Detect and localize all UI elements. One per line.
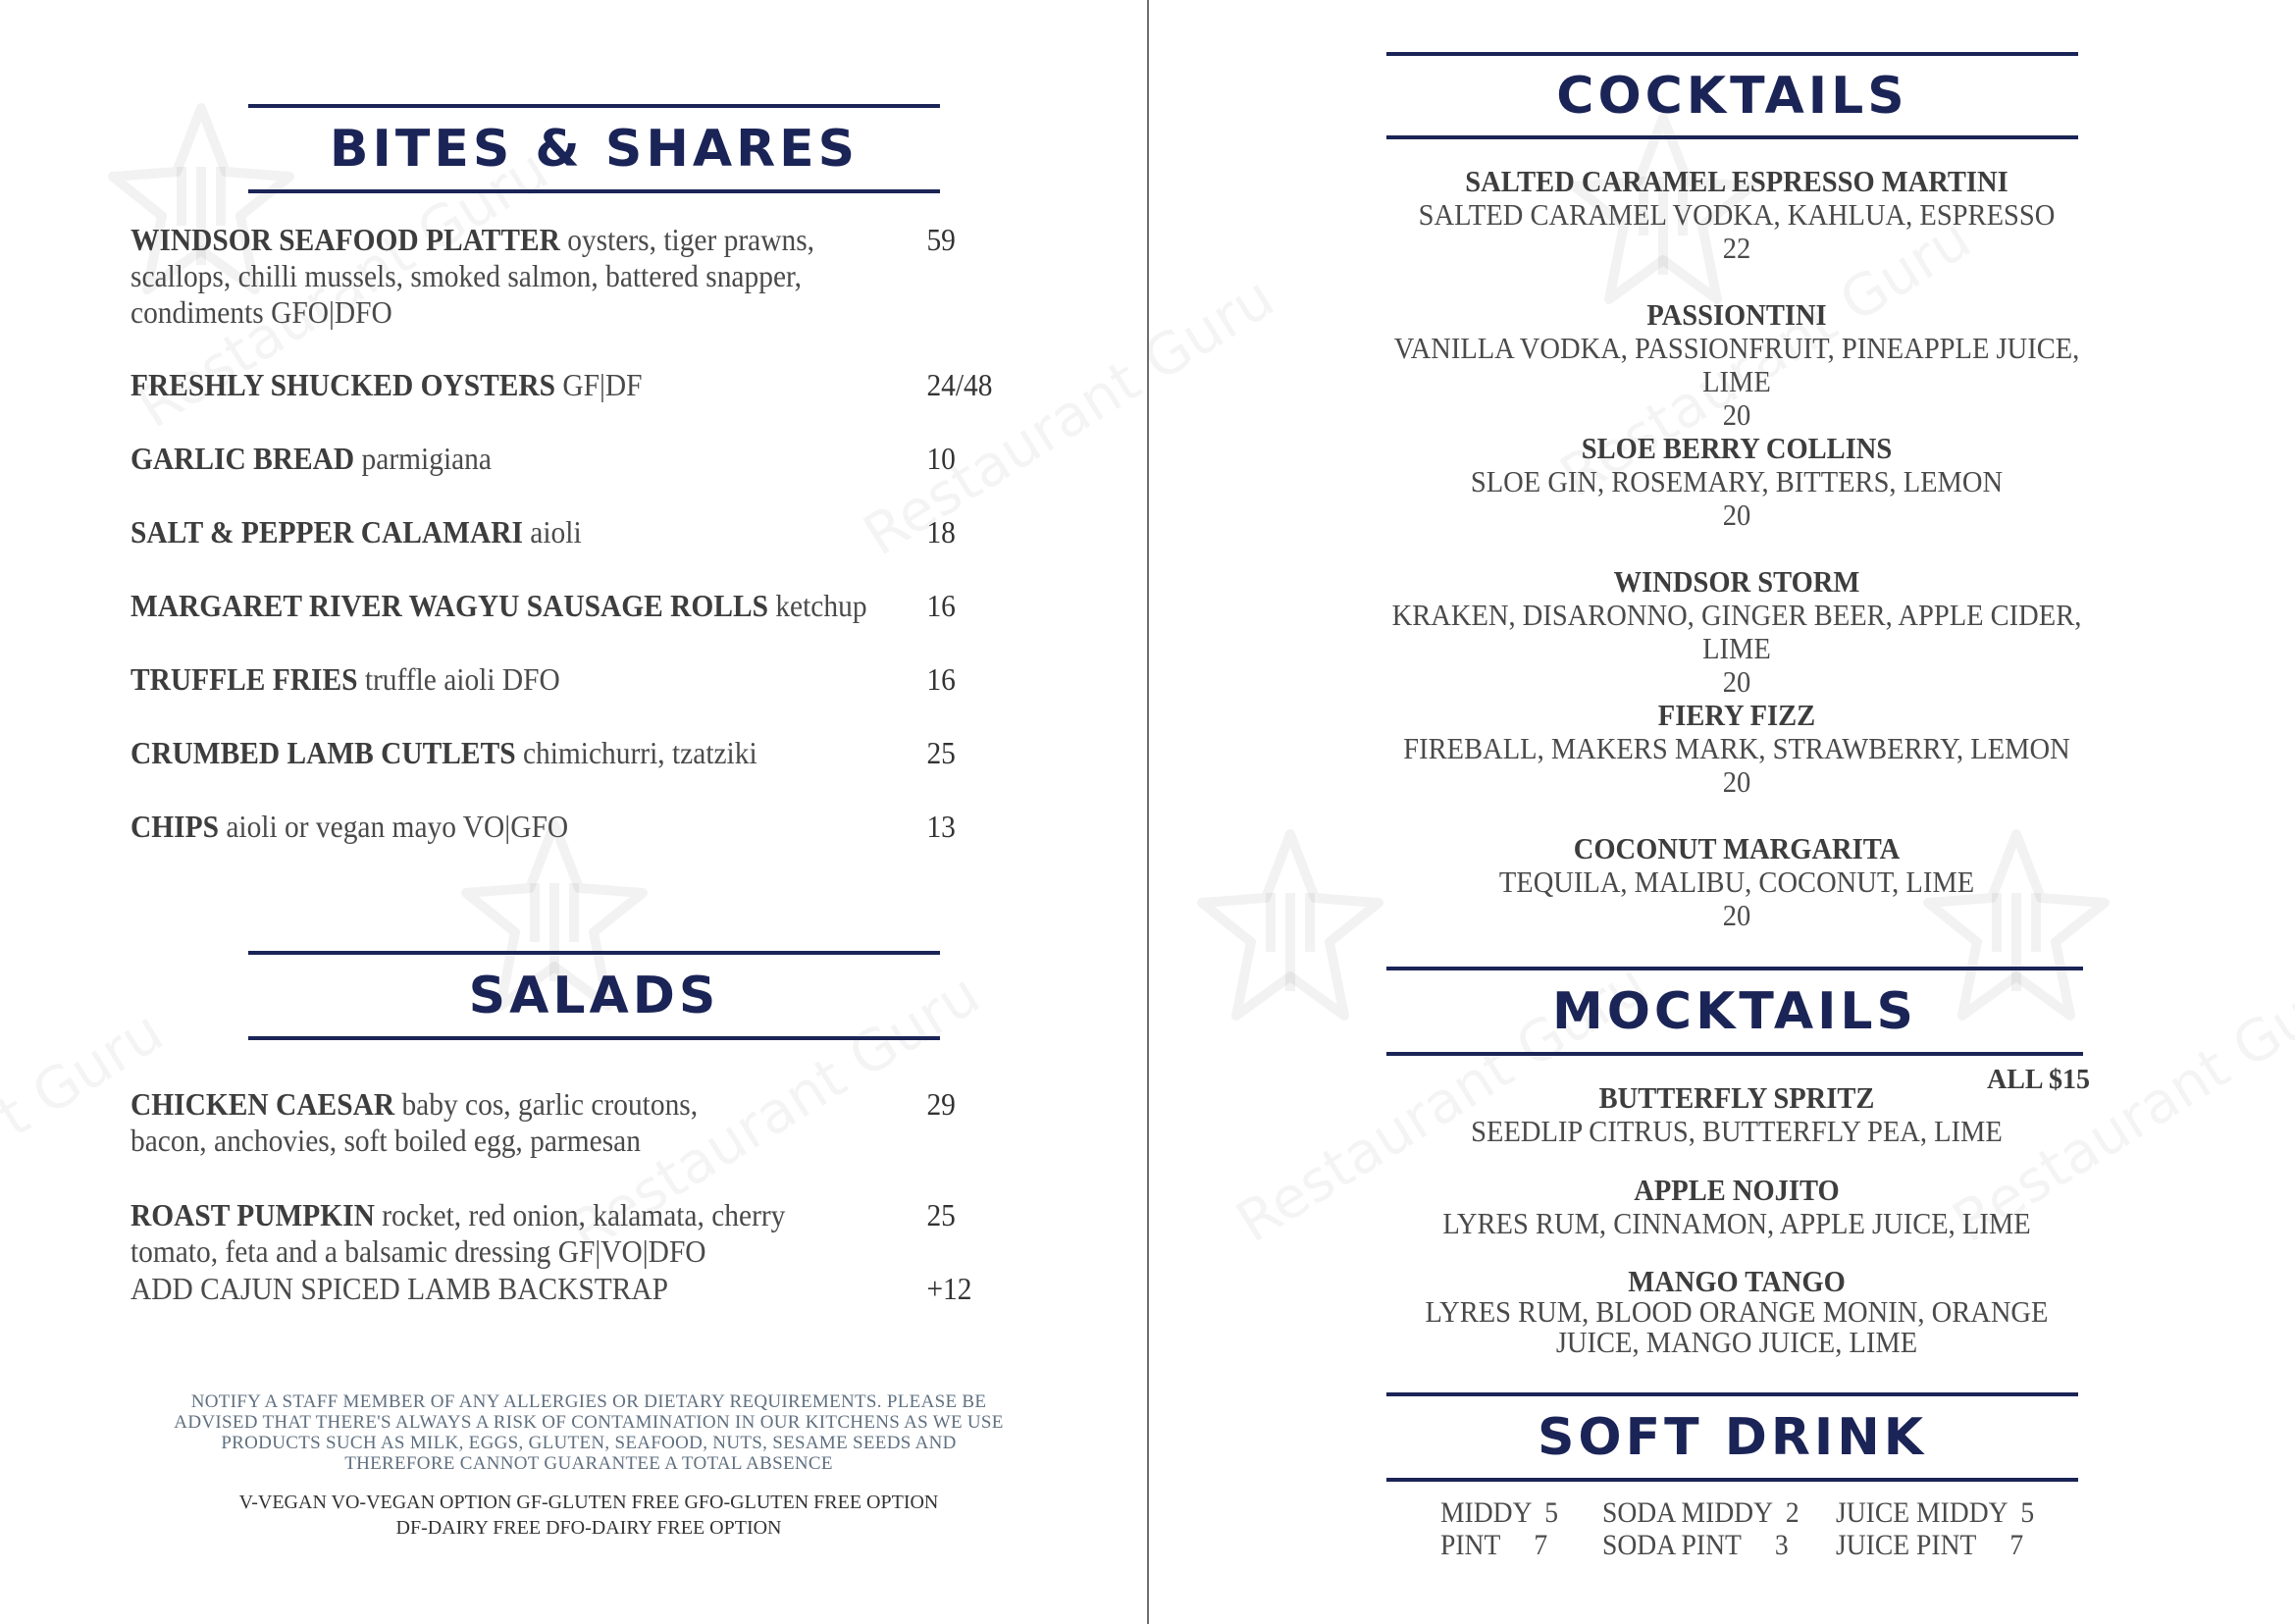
item-text: [130, 367, 907, 403]
cocktail-item: [1384, 832, 2089, 932]
drink-ingredients: SALTED CARAMEL VODKA, KAHLUA, ESPRESSO: [1418, 197, 2056, 232]
item-description: chimichurri, tzatziki: [515, 735, 757, 770]
item-description: aioli: [522, 514, 582, 550]
item-name: CHIPS: [130, 809, 219, 844]
item-name: CHICKEN CAESAR: [130, 1086, 395, 1122]
mocktails-price-note: ALL $15: [1987, 1065, 2091, 1095]
soft-drink-item: SODA PINT 3: [1602, 1529, 1789, 1561]
drink-price: 22: [1722, 231, 1751, 265]
cocktail-item: [1384, 165, 2089, 265]
item-description: oysters, tiger prawns, scallops, chilli mussels, smoked salmon, battered snapper, condiments GFO|DFO: [130, 222, 815, 330]
drink-ingredients: LYRES RUM, CINNAMON, APPLE JUICE, LIME: [1442, 1206, 2031, 1240]
item-price: 25: [926, 1197, 956, 1232]
page-divider: [1147, 0, 1149, 1624]
menu-item: [130, 661, 997, 698]
legend-line: V-VEGAN VO-VEGAN OPTION GF-GLUTEN FREE GFO-GLUTEN FREE OPTION: [238, 1492, 939, 1513]
mocktail-item: [1384, 1266, 2089, 1357]
menu-item: [130, 809, 997, 845]
cocktails-header: [1386, 52, 2078, 139]
cocktail-item: [1384, 565, 2089, 699]
cocktail-item: [1384, 298, 2089, 432]
item-text: [130, 441, 907, 477]
item-description: ADD CAJUN SPICED LAMB BACKSTRAP: [130, 1271, 669, 1306]
allergy-notice: NOTIFY A STAFF MEMBER OF ANY ALLERGIES OR DIETARY REQUIREMENTS. PLEASE BE ADVISED THAT THERE'S ALWAYS A RISK OF CONTAMINATION IN OUR KITCHENS AS WE USE PRODUCTS SUCH AS MILK, EGGS, GLUTEN, SEAFOOD, NUTS, SESAME SEEDS AND THEREFORE CANNOT GUARANTEE A TOTAL ABSENCE: [174, 1391, 1004, 1474]
item-price: +12: [926, 1271, 972, 1306]
item-price: 59: [926, 222, 956, 257]
soft-drink-item: JUICE MIDDY 5: [1836, 1496, 2035, 1529]
soft-drink-item: MIDDY 5: [1440, 1496, 1559, 1529]
drink-name: SLOE BERRY COLLINS: [1581, 431, 1893, 465]
item-name: CRUMBED LAMB CUTLETS: [130, 735, 516, 770]
drink-name: PASSIONTINI: [1646, 297, 1827, 332]
dietary-legend: [147, 1490, 1030, 1541]
item-name: ROAST PUMPKIN: [130, 1197, 375, 1232]
item-description: aioli or vegan mayo VO|GFO: [218, 809, 569, 844]
drink-ingredients: VANILLA VODKA, PASSIONFRUIT, PINEAPPLE JUICE, LIME: [1393, 331, 2080, 398]
menu-item: [130, 222, 997, 331]
drink-ingredients: TEQUILA, MALIBU, COCONUT, LIME: [1498, 864, 1975, 899]
drink-price: 20: [1722, 664, 1751, 699]
mocktail-item: [1384, 1081, 2089, 1148]
soft-drink-title: SOFT DRINK: [1537, 1407, 1928, 1467]
drink-ingredients: FIREBALL, MAKERS MARK, STRAWBERRY, LEMON: [1403, 731, 2070, 765]
salads-header: [248, 951, 940, 1040]
menu-item: [130, 367, 997, 403]
mocktails-header: [1386, 967, 2083, 1056]
item-price: 16: [926, 588, 956, 623]
item-name: FRESHLY SHUCKED OYSTERS: [130, 367, 556, 402]
item-text: [130, 222, 907, 331]
legend-line: DF-DAIRY FREE DFO-DAIRY FREE OPTION: [395, 1517, 782, 1539]
drink-name: SALTED CARAMEL ESPRESSO MARTINI: [1465, 164, 2008, 198]
menu-item: [130, 588, 997, 624]
cocktail-item: [1384, 699, 2089, 799]
item-description: ketchup: [767, 588, 867, 623]
item-name: SALT & PEPPER CALAMARI: [130, 514, 523, 550]
item-price: 25: [926, 735, 956, 770]
item-text: [130, 661, 907, 698]
menu-item: [130, 735, 997, 771]
menu-item: [130, 441, 997, 477]
drink-name: COCONUT MARGARITA: [1573, 831, 1901, 865]
item-text: [130, 588, 907, 624]
drink-ingredients: LYRES RUM, BLOOD ORANGE MONIN, ORANGE JUICE, MANGO JUICE, LIME: [1425, 1294, 2049, 1359]
item-description: truffle aioli DFO: [357, 661, 560, 697]
item-description: GF|DF: [555, 367, 643, 402]
watermark-logo-icon: [1197, 824, 1383, 1030]
item-text: [130, 514, 907, 550]
cocktail-item: [1384, 432, 2089, 532]
drink-name: BUTTERFLY SPRITZ: [1598, 1080, 1875, 1115]
menu-item: [130, 514, 997, 550]
soft-drink-item: SODA MIDDY 2: [1602, 1496, 1799, 1529]
mocktail-item: [1384, 1174, 2089, 1240]
drink-price: 20: [1722, 898, 1751, 932]
item-price: 24/48: [926, 367, 993, 402]
item-price: 18: [926, 514, 956, 550]
item-description: rocket, red onion, kalamata, cherry tomato, feta and a balsamic dressing GF|VO|DFO: [130, 1197, 786, 1269]
item-text: [130, 735, 907, 771]
item-text: [130, 1197, 880, 1270]
item-name: MARGARET RIVER WAGYU SAUSAGE ROLLS: [130, 588, 768, 623]
item-text: [130, 1271, 907, 1307]
item-text: [130, 1086, 762, 1159]
drink-price: 20: [1722, 397, 1751, 432]
drink-name: APPLE NOJITO: [1634, 1173, 1840, 1207]
item-text: [130, 809, 907, 845]
salads-title: SALADS: [468, 966, 720, 1025]
drink-ingredients: KRAKEN, DISARONNO, GINGER BEER, APPLE CIDER, LIME: [1391, 598, 2082, 665]
soft-drink-header: [1386, 1392, 2078, 1482]
drink-ingredients: SLOE GIN, ROSEMARY, BITTERS, LEMON: [1470, 464, 2004, 498]
item-price: 29: [926, 1086, 956, 1122]
cocktails-title: COCKTAILS: [1556, 66, 1908, 126]
item-description: parmigiana: [354, 441, 492, 476]
item-name: GARLIC BREAD: [130, 441, 355, 476]
drink-name: FIERY FIZZ: [1657, 698, 1816, 732]
item-price: 13: [926, 809, 956, 844]
bites-title: BITES & SHARES: [329, 119, 860, 179]
item-description: baby cos, garlic croutons, bacon, anchovies, soft boiled egg, parmesan: [130, 1086, 699, 1158]
soft-drink-item: JUICE PINT 7: [1836, 1529, 2024, 1561]
drink-name: MANGO TANGO: [1628, 1264, 1846, 1298]
menu-item: [130, 1086, 997, 1159]
drink-price: 20: [1722, 764, 1751, 799]
bites-header: [248, 104, 940, 193]
item-price: 10: [926, 441, 956, 476]
drink-ingredients: SEEDLIP CITRUS, BUTTERFLY PEA, LIME: [1471, 1114, 2003, 1148]
drink-price: 20: [1722, 498, 1751, 532]
item-price: 16: [926, 661, 956, 697]
soft-drink-item: PINT 7: [1440, 1529, 1548, 1561]
item-name: TRUFFLE FRIES: [130, 661, 358, 697]
menu-item: [130, 1271, 997, 1307]
item-name: WINDSOR SEAFOOD PLATTER: [130, 222, 560, 257]
menu-item: [130, 1197, 997, 1270]
mocktails-title: MOCKTAILS: [1551, 981, 1918, 1041]
drink-name: WINDSOR STORM: [1613, 564, 1860, 599]
